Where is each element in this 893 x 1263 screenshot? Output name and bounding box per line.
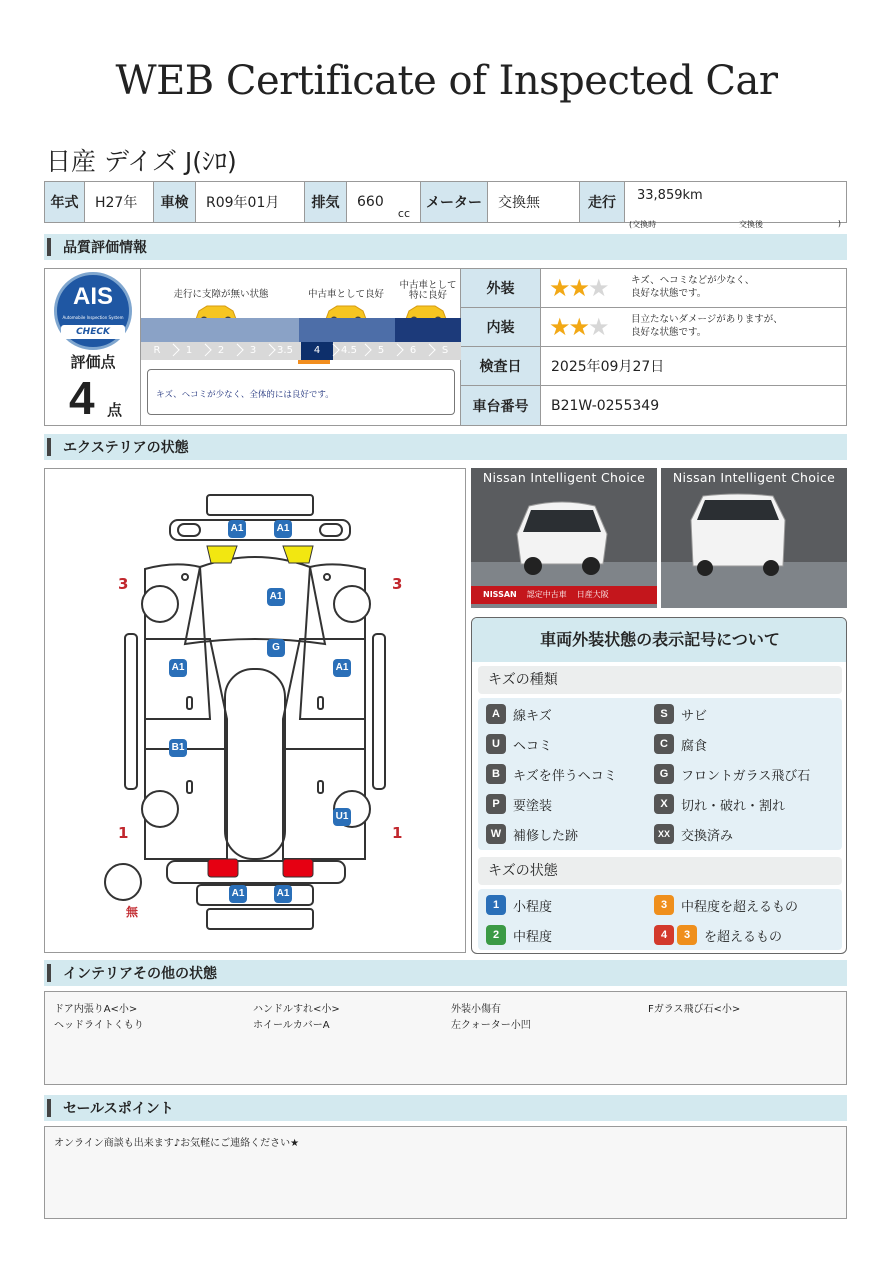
damage-code-badge: P [486, 794, 506, 814]
interior-grade-row [461, 308, 846, 347]
scale-step: 4 [301, 342, 333, 360]
score-column [45, 269, 141, 425]
scale-caption-3: 中古車として 特に良好 [399, 280, 457, 301]
score-label: 評価点 [70, 353, 116, 371]
legend-type-item [486, 704, 552, 724]
year-value: H27年 [85, 182, 154, 222]
legend-state-item: 1 小程度 [486, 895, 552, 915]
legend-type-item [486, 764, 617, 784]
damage-rear-bumper-right: A1 [274, 885, 292, 903]
exterior-note: キズ、ヘコミなどが少なく、 良好な状態です。 [631, 275, 755, 299]
scale-step: R [141, 342, 173, 360]
exterior-grade-row [461, 269, 846, 308]
inspection-label: 車検 [154, 182, 196, 222]
damage-states-box [478, 889, 842, 950]
car-name: 日産 デイズ J(ｼﾛ) [46, 147, 237, 176]
spare-tire-mark: 無 [126, 905, 139, 919]
interior-item: 左クォーター小凹 [451, 1020, 531, 1031]
spec-row [44, 181, 847, 229]
car-photo-rear[interactable]: Nissan Intelligent Choice [661, 468, 847, 608]
tire-mark-rear-right: 1 [392, 824, 403, 842]
scale-band-2 [299, 318, 395, 342]
exterior-section-bar [44, 434, 847, 460]
interior-note: 目立たないダメージがありますが、 良好な状態です。 [631, 314, 783, 338]
legend-state-item: 4 3 を超えるもの [654, 925, 782, 945]
damage-type-label: 腐食 [681, 738, 708, 754]
mileage-number: 33,859km [637, 188, 703, 203]
car-photos [471, 468, 847, 608]
selected-grade-marker [298, 360, 330, 364]
damage-code-badge: S [654, 704, 674, 724]
legend-state-item: 2 中程度 [486, 925, 552, 945]
damage-code-badge: W [486, 824, 506, 844]
exterior-section-title: エクステリアの状態 [63, 440, 189, 456]
damage-rear-bumper-left: A1 [229, 885, 247, 903]
check-badge: CHECK [61, 325, 125, 339]
interior-item: Fガラス飛び石<小> [648, 1004, 741, 1015]
grade-table [461, 269, 846, 425]
legend-type-item [486, 824, 578, 844]
legend-title: 車両外装状態の表示記号について [472, 618, 847, 662]
displacement-unit: cc [397, 207, 410, 220]
damage-left-rear-door: B1 [169, 739, 187, 757]
legend-state-item: 3 中程度を超えるもの [654, 895, 798, 915]
score-unit: 点 [107, 401, 123, 419]
scale-step: 3 [237, 342, 269, 360]
sales-points [44, 1126, 847, 1219]
legend-type-item [654, 794, 785, 814]
scale-step: 2 [205, 342, 237, 360]
damage-code-badge: X [654, 794, 674, 814]
damage-type-label: サビ [681, 708, 708, 724]
tire-mark-front-right: 3 [392, 575, 403, 593]
scale-step: S [441, 345, 449, 356]
damage-type-label: 切れ・破れ・割れ [681, 798, 786, 814]
damage-type-label: 線キズ [513, 708, 552, 724]
car-photo-front[interactable]: Nissan Intelligent Choice NISSAN 認定中古車 日産大阪 [471, 468, 657, 608]
white-car-image [683, 490, 793, 580]
damage-code-badge: U [486, 734, 506, 754]
legend-type-item [654, 734, 707, 754]
interior-item: ハンドルすれ<小> [253, 1004, 340, 1015]
scale-caption-1: 走行に支障が無い状態 [173, 289, 269, 300]
legend-type-item [486, 794, 552, 814]
chassis-value: B21W-0255349 [551, 397, 660, 414]
damage-types-box [478, 698, 842, 850]
scale-caption-2: 中古車として良好 [307, 289, 384, 300]
sales-text: オンライン商談も出来ます♪お気軽にご連絡ください★ [54, 1138, 300, 1149]
displacement-label: 排気 [305, 182, 347, 222]
displacement-value [347, 182, 421, 222]
interior-item: 外装小傷有 [451, 1004, 501, 1015]
sales-section-title: セールスポイント [63, 1101, 174, 1117]
inspection-date-label: 検査日 [461, 347, 541, 385]
score-value: 4 [69, 372, 95, 424]
sales-section-bar [44, 1095, 847, 1121]
interior-item: ホイールカバーA [253, 1020, 330, 1031]
damage-hood: A1 [267, 588, 285, 606]
damage-type-label: フロントガラス飛び石 [681, 768, 811, 784]
meter-label: メーター [421, 182, 488, 222]
tire-mark-rear-left: 1 [118, 824, 129, 842]
scale-step: 4.5 [333, 342, 365, 360]
exterior-grade-label: 外装 [461, 269, 541, 307]
scale-step: 6 [397, 342, 429, 360]
damage-type-label: 要塗装 [513, 798, 553, 814]
interior-section-bar [44, 960, 847, 986]
exterior-damage-diagram [44, 468, 466, 953]
tire-mark-front-left: 3 [118, 575, 129, 593]
damage-code-badge: XX [654, 824, 674, 844]
legend-type-item [654, 824, 733, 844]
year-label: 年式 [45, 182, 85, 222]
damage-left-front-door: A1 [169, 659, 187, 677]
damage-code-badge: A [486, 704, 506, 724]
exterior-stars-icon: ★★★ [549, 274, 608, 302]
white-car-image [507, 494, 617, 578]
photo-dealer-banner: NISSAN 認定中古車 日産大阪 [471, 586, 657, 604]
ais-logo: AIS Automobile Inspection System CHECK [54, 272, 132, 350]
damage-right-front-door: A1 [333, 659, 351, 677]
interior-item: ドア内張りA<小> [54, 1004, 138, 1015]
quality-section-title: 品質評価情報 [63, 240, 147, 256]
interior-notes [44, 991, 847, 1085]
damage-front-bumper-left: A1 [228, 520, 246, 538]
car-outline-diagram [45, 469, 465, 952]
inspection-value: R09年01月 [196, 182, 305, 222]
damage-states-title: キズの状態 [478, 857, 842, 885]
scale-step: 5 [365, 342, 397, 360]
scale-band-1 [141, 318, 299, 342]
damage-code-badge: G [654, 764, 674, 784]
inspection-date-value: 2025年09月27日 [551, 359, 665, 375]
interior-item: ヘッドライトくもり [54, 1020, 144, 1031]
inspection-date-row [461, 347, 846, 386]
damage-code-badge: B [486, 764, 506, 784]
chassis-row [461, 386, 846, 425]
scale-step: 1 [173, 342, 205, 360]
damage-roof: G [267, 639, 285, 657]
interior-grade-label: 内装 [461, 308, 541, 346]
legend-type-item [654, 764, 810, 784]
grade-scale [141, 269, 461, 425]
chassis-label: 車台番号 [461, 386, 541, 425]
legend-type-item [654, 704, 707, 724]
quality-block [44, 268, 847, 426]
displacement-number: 660 [357, 194, 384, 210]
scale-step: 3.5 [269, 342, 301, 360]
grade-comment: キズ、ヘコミが少なく、全体的には良好です。 [147, 369, 455, 415]
interior-section-title: インテリアその他の状態 [63, 966, 217, 982]
damage-type-label: キズを伴うヘコミ [513, 768, 617, 784]
damage-type-label: ヘコミ [513, 738, 553, 754]
page-title: WEB Certificate of Inspected Car [115, 58, 778, 104]
damage-code-badge: C [654, 734, 674, 754]
meter-value: 交換無 [488, 182, 580, 222]
damage-type-label: 交換済み [681, 828, 734, 844]
damage-legend [471, 617, 847, 954]
interior-stars-icon: ★★★ [549, 313, 608, 341]
scale-steps [141, 342, 461, 360]
damage-types-title: キズの種類 [478, 666, 842, 694]
damage-type-label: 補修した跡 [513, 828, 579, 844]
quality-section-bar [44, 234, 847, 260]
mileage-label: 走行 [580, 182, 625, 222]
legend-type-item [486, 734, 552, 754]
scale-band-3 [395, 318, 461, 342]
damage-front-bumper-right: A1 [274, 520, 292, 538]
damage-right-rear-quarter: U1 [333, 808, 351, 826]
mileage-value: 33,859km (交換時 交換後 ) [629, 188, 841, 229]
